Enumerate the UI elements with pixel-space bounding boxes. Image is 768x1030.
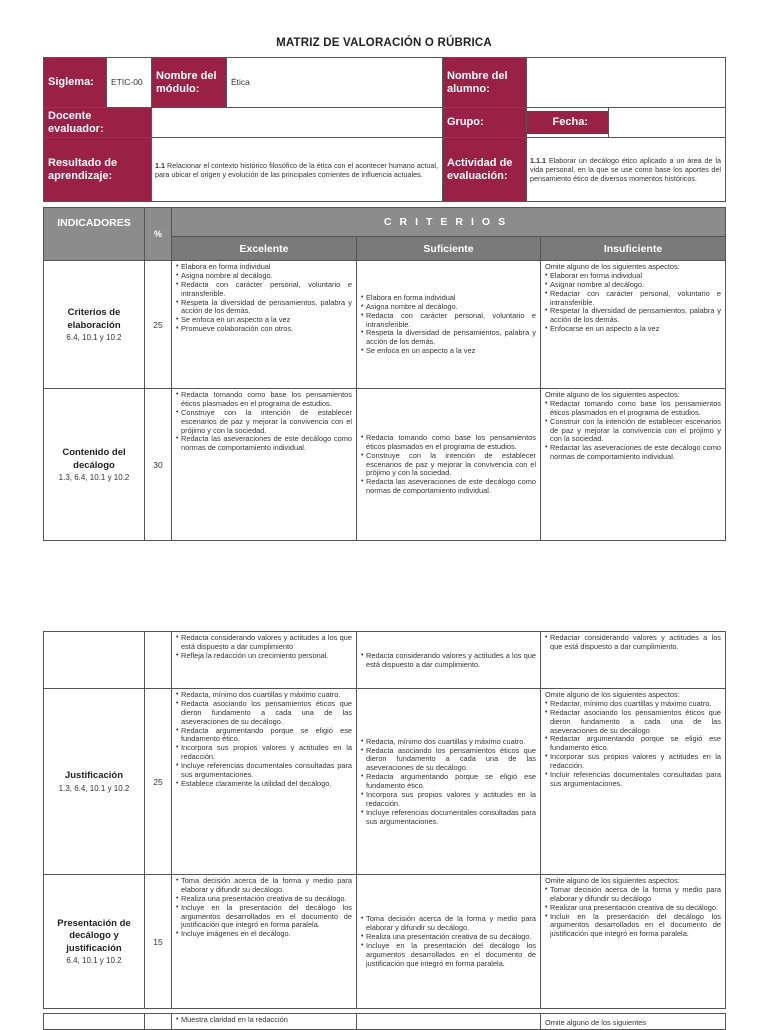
criterion-item: • Respeta la diversidad de pensamientos, palabra y acción de los demás. bbox=[361, 329, 536, 347]
criterion-item: • Tomar decisión acerca de la forma y medio para elaborar y difundir su decálogo bbox=[545, 886, 721, 904]
insuficiente-list bbox=[545, 272, 721, 334]
modulo-label: Nombre del módulo: bbox=[152, 58, 227, 108]
criterion-item: • Respeta la diversidad de pensamientos, palabra y acción de los demás. bbox=[176, 299, 352, 317]
criterion-item: • Establece claramente la utilidad del decálogo. bbox=[176, 780, 352, 789]
criterion-item: • Elaborar en forma individual bbox=[545, 272, 721, 281]
resultado-desc: Relacionar el contexto histórico filosófico de la ética con el acontecer humano actual, para ubicar el origen y evolución de las principales corrientes de influencia actuales. bbox=[155, 160, 439, 179]
percentage-cell: 25 bbox=[145, 261, 172, 389]
resultado-num: 1.1 bbox=[155, 160, 165, 170]
cut-pct bbox=[145, 1014, 172, 1030]
rubric-table-page-1 bbox=[43, 207, 726, 541]
sigla-label: Siglema: bbox=[44, 58, 107, 108]
criterion-item: • Respetar la diversidad de pensamientos, palabra y acción de los demás. bbox=[545, 307, 721, 325]
insuficiente-header: Insuficiente bbox=[541, 237, 726, 261]
indicator-name: Justificación bbox=[64, 770, 124, 782]
sigla-value[interactable]: ETIC-00 bbox=[107, 58, 152, 108]
table-row bbox=[44, 689, 726, 875]
modulo-value[interactable]: Ética bbox=[227, 58, 443, 108]
pct-header: % bbox=[145, 208, 172, 261]
excelente-list bbox=[176, 263, 352, 334]
criterion-item: • Incorpora sus propios valores y actitudes en la redacción. bbox=[176, 744, 352, 762]
criterion-item: • Redacta argumentando porque se eligió ese fundamento ético. bbox=[176, 727, 352, 745]
criterion-item: • Redactar con carácter personal, voluntario e intransferible. bbox=[545, 290, 721, 308]
criterion-item: • Redacta asociando los pensamientos éticos que dieron fundamento a cada una de las aseveraciones de su decálogo. bbox=[361, 747, 536, 774]
insuficiente-cell bbox=[541, 875, 726, 1009]
criterion-item: • Elabora en forma individual bbox=[176, 263, 352, 272]
criterion-item: • Asignar nombre al decálogo. bbox=[545, 281, 721, 290]
excelente-cell bbox=[172, 875, 357, 1009]
criterion-item: • Redactar las aseveraciones de este decálogo como normas de comportamiento individual. bbox=[545, 444, 721, 462]
fecha-label: Fecha: bbox=[527, 111, 608, 134]
indicator-cell bbox=[44, 689, 145, 875]
cut-suficiente bbox=[357, 1014, 541, 1030]
table-row bbox=[44, 389, 726, 541]
criterion-item: • Incluir referencias documentales consultadas para sus argumentaciones. bbox=[545, 771, 721, 789]
percentage-cell bbox=[145, 632, 172, 689]
resultado-text bbox=[152, 138, 443, 202]
criterion-item: • Incluye en la presentación del decálogo los argumentos desarrollados en el documento de justificación que integró en forma paralela. bbox=[361, 942, 536, 969]
criterion-item: • Redacta las aseveraciones de este decálogo como normas de comportamiento individual. bbox=[361, 478, 536, 496]
resultado-label: Resultado de aprendizaje: bbox=[44, 138, 152, 202]
criterion-item: • Refleja la redacción un crecimiento personal. bbox=[176, 652, 352, 661]
insuficiente-intro: Omite alguno de los siguientes aspectos: bbox=[545, 690, 680, 699]
percentage-cell: 15 bbox=[145, 875, 172, 1009]
indicator-cell bbox=[44, 261, 145, 389]
suficiente-list bbox=[361, 652, 536, 670]
cut-indicator bbox=[44, 1014, 145, 1030]
criterion-item: • Se enfoca en un aspecto a la vez bbox=[176, 316, 352, 325]
suficiente-list bbox=[361, 738, 536, 827]
criterion-item: • Redacta con carácter personal, voluntario e intransferible. bbox=[176, 281, 352, 299]
fecha-value[interactable] bbox=[609, 108, 726, 138]
suficiente-cell bbox=[357, 632, 541, 689]
criterion-item: • Redactar argumentando porque se eligió ese fundamento ético. bbox=[545, 735, 721, 753]
indicadores-header: INDICADORES bbox=[44, 208, 145, 261]
actividad-desc: Elaborar un decálogo ético aplicado a un área de la vida personal, en la que se use como base los aportes del pensamiento ético de diversos momentos históricos. bbox=[530, 156, 721, 184]
excelente-header: Excelente bbox=[172, 237, 357, 261]
criterion-item: • Redacta con carácter personal, voluntario e intransferible. bbox=[361, 312, 536, 330]
indicator-refs: 1.3, 6.4, 10.1 y 10.2 bbox=[58, 783, 130, 793]
percentage-cell: 25 bbox=[145, 689, 172, 875]
criterion-item: • Realizar una presentación creativa de su decálogo. bbox=[545, 904, 721, 913]
suficiente-header: Suficiente bbox=[357, 237, 541, 261]
excelente-list bbox=[176, 691, 352, 789]
criterion-item: • Redactar, mínimo dos cuartillas y máximo cuatro. bbox=[545, 700, 721, 709]
cut-excelente bbox=[172, 1014, 357, 1030]
criterion-item: • Redactar asociando los pensamientos éticos que dieron fundamento a cada una de las aseveraciones de su decálogo bbox=[545, 709, 721, 736]
excelente-cell bbox=[172, 389, 357, 541]
insuficiente-intro: Omite alguno de los siguientes aspectos: bbox=[545, 390, 680, 399]
criterion-item: • Redacta las aseveraciones de este decálogo como normas de comportamiento individual. bbox=[176, 435, 352, 453]
criterion-item: • Redacta considerando valores y actitudes a los que está dispuesto a dar cumplimiento bbox=[176, 634, 352, 652]
indicator-name: Criterios de elaboración bbox=[67, 307, 121, 331]
actividad-text bbox=[527, 138, 726, 202]
docente-value[interactable] bbox=[152, 108, 443, 138]
insuficiente-list bbox=[545, 886, 721, 939]
indicator-name: Presentación de decálogo y justificación bbox=[57, 917, 131, 954]
excelente-list bbox=[176, 634, 352, 661]
table-row bbox=[44, 632, 726, 689]
table-row bbox=[44, 261, 726, 389]
indicator-refs: 6.4, 10.1 y 10.2 bbox=[66, 956, 122, 966]
insuficiente-list bbox=[545, 700, 721, 789]
criterion-item: • Incluye referencias documentales consultadas para sus argumentaciones. bbox=[361, 809, 536, 827]
criterion-item: • Promueve colaboración con otros. bbox=[176, 325, 352, 334]
insuficiente-cell bbox=[541, 389, 726, 541]
grupo-label: Grupo: bbox=[443, 108, 527, 138]
excelente-cell bbox=[172, 261, 357, 389]
criterion-item: • Incluye referencias documentales consultadas para sus argumentaciones. bbox=[176, 762, 352, 780]
page-title: MATRIZ DE VALORACIÓN O RÚBRICA bbox=[276, 37, 492, 49]
criterion-item: • Redacta considerando valores y actitudes a los que está dispuesto a dar cumplimiento. bbox=[361, 652, 536, 670]
rubric-table-page-2 bbox=[43, 631, 726, 1009]
suficiente-cell bbox=[357, 261, 541, 389]
insuficiente-list bbox=[545, 400, 721, 462]
actividad-label: Actividad de evaluación: bbox=[443, 138, 527, 202]
suficiente-list bbox=[361, 434, 536, 496]
excelente-list bbox=[176, 391, 352, 453]
alumno-label: Nombre del alumno: bbox=[443, 58, 527, 108]
alumno-value[interactable] bbox=[527, 58, 726, 108]
criterion-item: • Muestra claridad en la redacción bbox=[176, 1016, 352, 1025]
criterion-item: • Asigna nombre al decálogo. bbox=[176, 272, 352, 281]
criterion-item: • Se enfoca en un aspecto a la vez bbox=[361, 347, 536, 356]
criterion-item: • Enfocarse en un aspecto a la vez bbox=[545, 325, 721, 334]
actividad-num: 1.1.1 bbox=[530, 156, 546, 166]
suficiente-cell bbox=[357, 875, 541, 1009]
indicator-refs: 6.4, 10.1 y 10.2 bbox=[66, 332, 122, 342]
criterion-item: • Realiza una presentación creativa de su decálogo. bbox=[361, 933, 536, 942]
criterion-item: • Incluye en la presentación del decálogo los argumentos desarrollados en el documento de justificación que integró en forma paralela. bbox=[176, 904, 352, 931]
suficiente-cell bbox=[357, 389, 541, 541]
indicator-refs: 1.3, 6.4, 10.1 y 10.2 bbox=[58, 472, 130, 482]
excelente-list bbox=[176, 877, 352, 939]
indicator-cell bbox=[44, 632, 145, 689]
header-table bbox=[43, 57, 726, 202]
criterion-item: • Redactar tomando como base los pensamientos éticos plasmados en el programa de estudios. bbox=[545, 400, 721, 418]
insuficiente-cell bbox=[541, 261, 726, 389]
criterion-item: • Redacta, mínimo dos cuartillas y máximo cuatro. bbox=[176, 691, 352, 700]
criterion-item: • Redacta asociando los pensamientos éticos que dieron fundamento a cada una de las aseveraciones de su decálogo. bbox=[176, 700, 352, 727]
criterion-item: • Redacta tomando como base los pensamientos éticos plasmados en el programa de estudios. bbox=[361, 434, 536, 452]
suficiente-list bbox=[361, 915, 536, 968]
criterion-item: • Construye con la intención de establecer escenarios de paz y mejorar la convivencia con el prójimo y con la sociedad. bbox=[361, 452, 536, 479]
excelente-cell bbox=[172, 689, 357, 875]
insuficiente-intro: Omite alguno de los siguientes aspectos: bbox=[545, 876, 680, 885]
indicator-name: Contenido del decálogo bbox=[62, 447, 126, 471]
criterion-item: • Redactar considerando valores y actitudes a los que está dispuesto a dar cumplimiento. bbox=[545, 634, 721, 652]
insuficiente-list bbox=[545, 634, 721, 652]
grupo-value[interactable] bbox=[527, 108, 609, 138]
criterios-header: CRITERIOS bbox=[172, 208, 726, 237]
cut-insuficiente: Omite alguno de los siguientes bbox=[541, 1014, 726, 1030]
criterion-item: • Construir con la intención de establecer escenarios de paz y mejorar la convivencia con el prójimo y con la sociedad. bbox=[545, 418, 721, 445]
criterion-item: • Incluir en la presentación del decálogo los argumentos desarrollados en el documento de justificación que integró en forma paralela. bbox=[545, 913, 721, 940]
table-row bbox=[44, 875, 726, 1009]
insuficiente-intro: Omite alguno de los siguientes aspectos: bbox=[545, 262, 680, 271]
criterion-item: • Realiza una presentación creativa de su decálogo. bbox=[176, 895, 352, 904]
criterion-item: • Asigna nombre al decálogo. bbox=[361, 303, 536, 312]
rubric-cut-row bbox=[43, 1013, 726, 1030]
indicator-cell bbox=[44, 875, 145, 1009]
percentage-cell: 30 bbox=[145, 389, 172, 541]
docente-label: Docente evaluador: bbox=[44, 108, 152, 138]
criterion-item: • Redacta tomando como base los pensamientos éticos plasmados en el programa de estudios. bbox=[176, 391, 352, 409]
criterion-item: • Toma decisión acerca de la forma y medio para elaborar y difundir su decálogo. bbox=[361, 915, 536, 933]
criterion-item: • Toma decisión acerca de la forma y medio para elaborar y difundir su decálogo. bbox=[176, 877, 352, 895]
criterion-item: • Elabora en forma individual bbox=[361, 294, 536, 303]
criterion-item: • Incorpora sus propios valores y actitudes en la redacción. bbox=[361, 791, 536, 809]
criterion-item: • Construye con la intención de establecer escenarios de paz y mejorar la convivencia con el prójimo y con la sociedad. bbox=[176, 409, 352, 436]
criterion-item: • Redacta, mínimo dos cuartillas y máximo cuatro. bbox=[361, 738, 536, 747]
criterion-item: • Incluye imágenes en el decálogo. bbox=[176, 930, 352, 939]
indicator-cell bbox=[44, 389, 145, 541]
criterion-item: • Redacta argumentando porque se eligió ese fundamento ético. bbox=[361, 773, 536, 791]
suficiente-list bbox=[361, 294, 536, 356]
excelente-cell bbox=[172, 632, 357, 689]
criterion-item: • Incorporar sus propios valores y actitudes en la redacción. bbox=[545, 753, 721, 771]
insuficiente-cell bbox=[541, 632, 726, 689]
suficiente-cell bbox=[357, 689, 541, 875]
insuficiente-cell bbox=[541, 689, 726, 875]
